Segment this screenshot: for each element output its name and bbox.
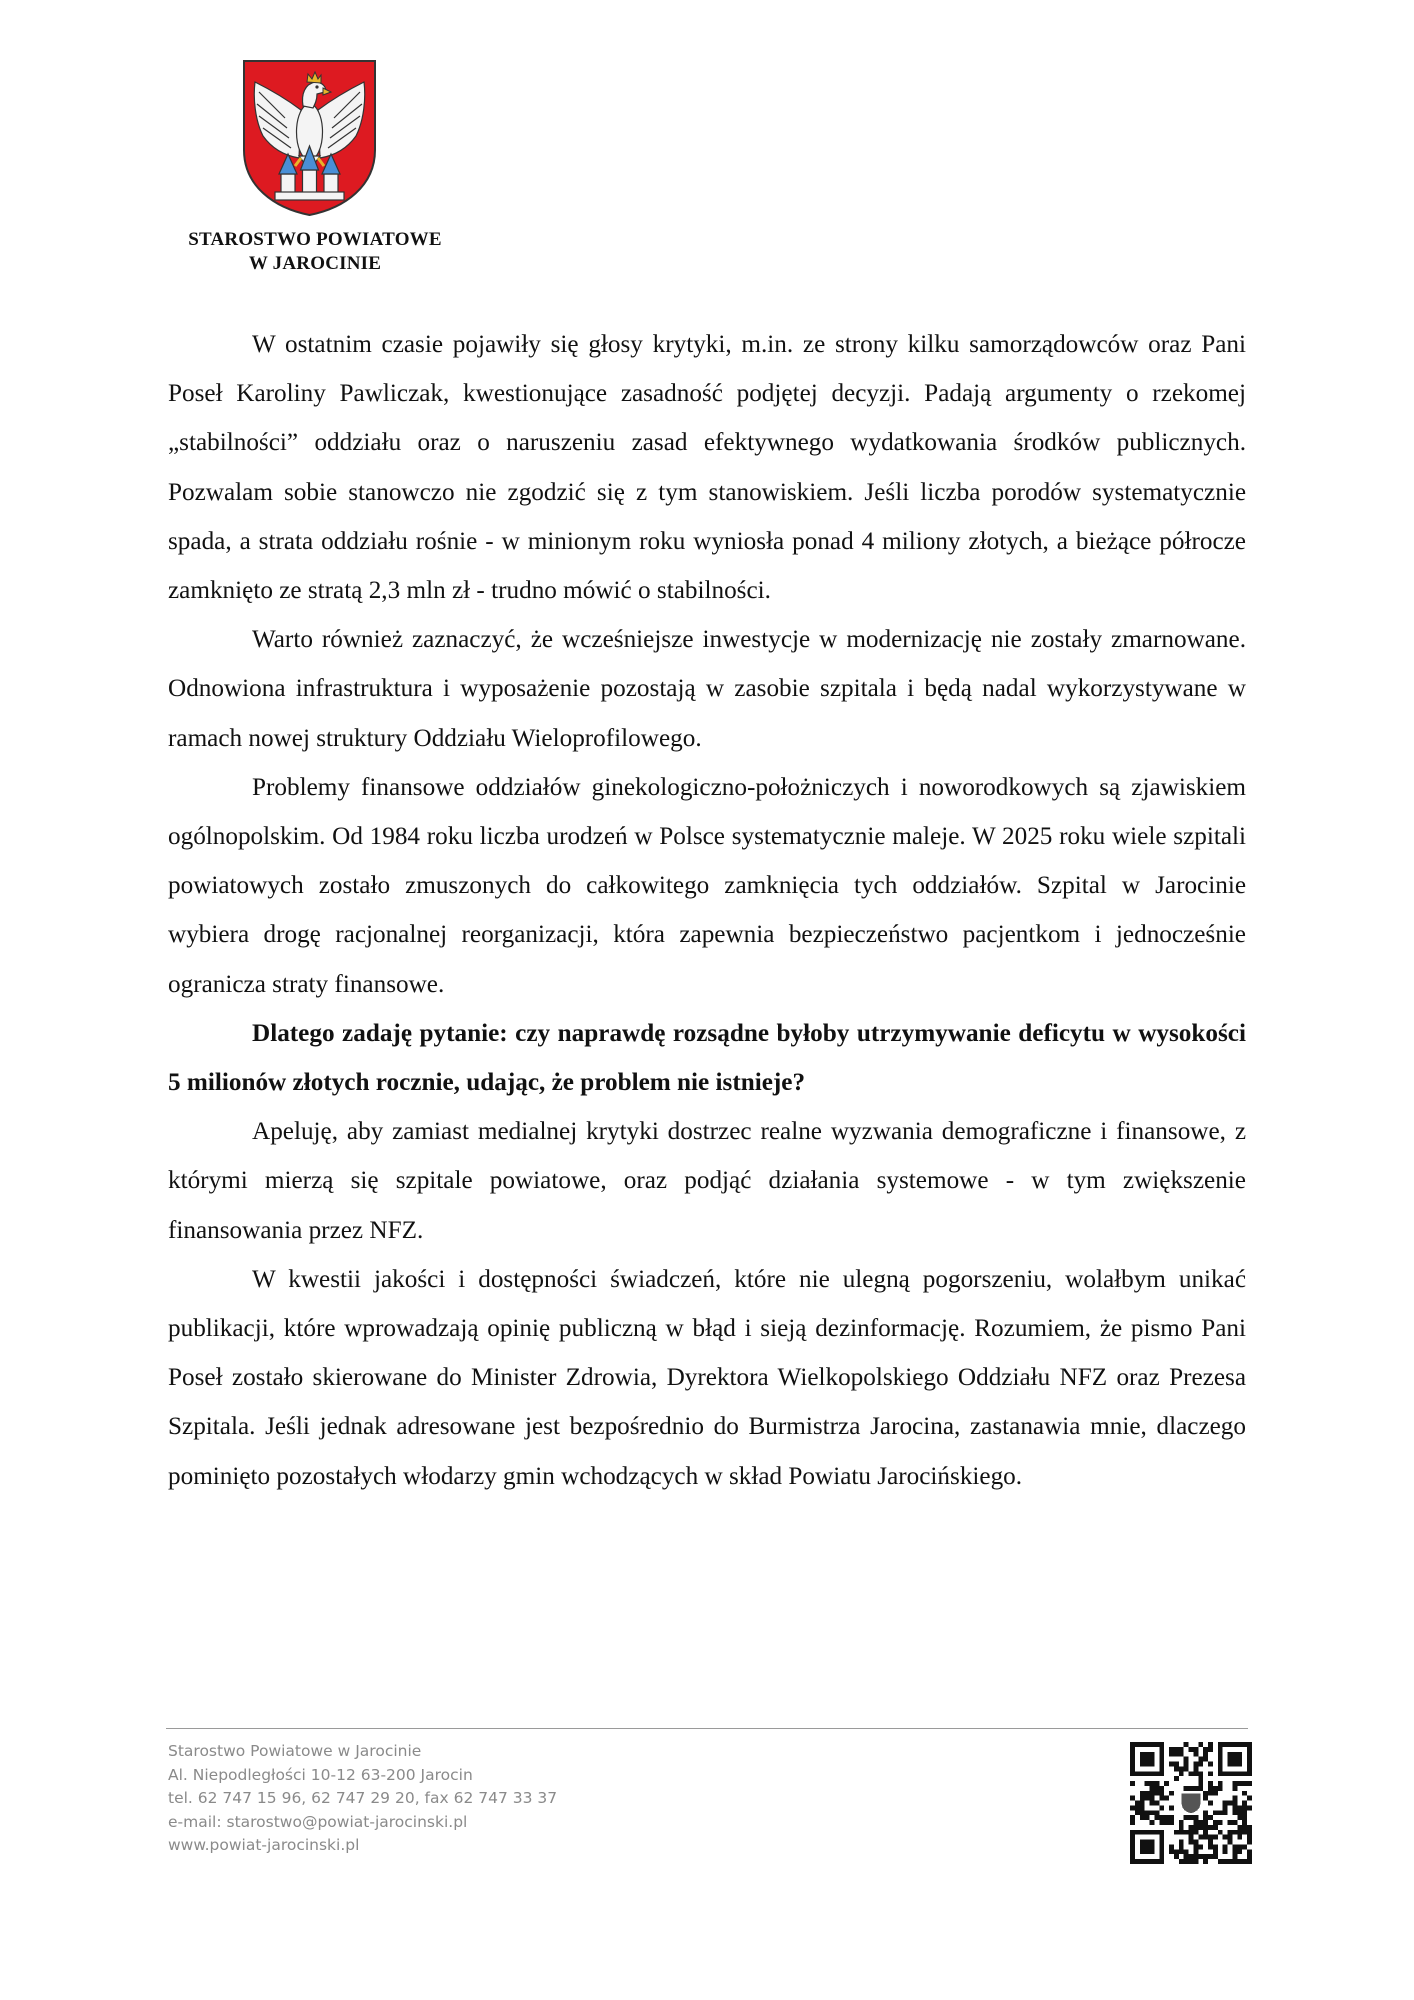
paragraph: W ostatnim czasie pojawiły się głosy krytyki, m.in. ze strony kilku samorządowców oraz Pani Poseł Karoliny Pawliczak, kwestionujące zasadność podjętej decyzji. Padają argumenty o rzekomej „stabilności” oddziału oraz o naruszeniu zasad efektywnego wydatkowania środków publicznych. Pozwalam sobie stanowczo nie zgodzić się z tym stanowiskiem. Jeśli liczba porodów systematycznie spada, a strata oddziału rośnie - w minionym roku wyniosła ponad 4 miliony złotych, a bieżące półrocze zamknięto ze stratą 2,3 mln zł - trudno mówić o stabilności. — [168, 331, 1246, 605]
qr-code-icon — [1130, 1742, 1252, 1864]
organization-name-line1: STAROSTWO POWIATOWE — [188, 229, 442, 250]
footer-address: Al. Niepodległości 10-12 63-200 Jarocin — [168, 1765, 473, 1784]
footer-website: www.powiat-jarocinski.pl — [168, 1836, 360, 1854]
footer-divider — [166, 1728, 1248, 1729]
paragraph-bold-question: Dlatego zadaję pytanie: czy naprawdę rozsądne byłoby utrzymywanie deficytu w wysokości 5 milionów złotych rocznie, udając, że problem nie istnieje? — [168, 1019, 1246, 1097]
footer-email: e-mail: starostwo@powiat-jarocinski.pl — [168, 1812, 468, 1831]
footer-phone: tel. 62 747 15 96, 62 747 29 20, fax 62 747 33 37 — [168, 1789, 558, 1807]
paragraph: Warto również zaznaczyć, że wcześniejsze inwestycje w modernizację nie zostały zmarnowane. Odnowiona infrastruktura i wyposażenie pozostają w zasobie szpitala i będą nadal wykorzystywane w ramach nowej struktury Oddziału Wieloprofilowego. — [168, 626, 1246, 752]
footer-contact — [168, 1740, 557, 1858]
coat-of-arms-icon — [241, 58, 378, 218]
organization-name-line2: W JAROCINIE — [248, 253, 382, 274]
paragraph: Apeluję, aby zamiast medialnej krytyki dostrzec realne wyzwania demograficzne i finansowe, z którymi mierzą się szpitale powiatowe, oraz podjąć działania systemowe - w tym zwiększenie finansowania przez NFZ. — [168, 1118, 1246, 1244]
organization-name — [150, 228, 480, 276]
letter-body — [168, 320, 1246, 1501]
paragraph: Problemy finansowe oddziałów ginekologiczno-położniczych i noworodkowych są zjawiskiem ogólnopolskim. Od 1984 roku liczba urodzeń w Polsce systematycznie maleje. W 2025 roku wiele szpitali powiatowych zostało zmuszonych do całkowitego zamknięcia tych oddziałów. Szpital w Jarocinie wybiera drogę racjonalnej reorganizacji, która zapewnia bezpieczeństwo pacjentkom i jednocześnie ogranicza straty finansowe. — [168, 773, 1246, 998]
paragraph: W kwestii jakości i dostępności świadczeń, które nie ulegną pogorszeniu, wolałbym unikać publikacji, które wprowadzają opinię publiczną w błąd i sieją dezinformację. Rozumiem, że pismo Pani Poseł zostało skierowane do Minister Zdrowia, Dyrektora Wielkopolskiego Oddziału NFZ oraz Prezesa Szpitala. Jeśli jednak adresowane jest bezpośrednio do Burmistrza Jarocina, zastanawia mnie, dlaczego pominięto pozostałych włodarzy gmin wchodzących w skład Powiatu Jarocińskiego. — [168, 1265, 1246, 1490]
footer-org-name: Starostwo Powiatowe w Jarocinie — [168, 1742, 422, 1760]
